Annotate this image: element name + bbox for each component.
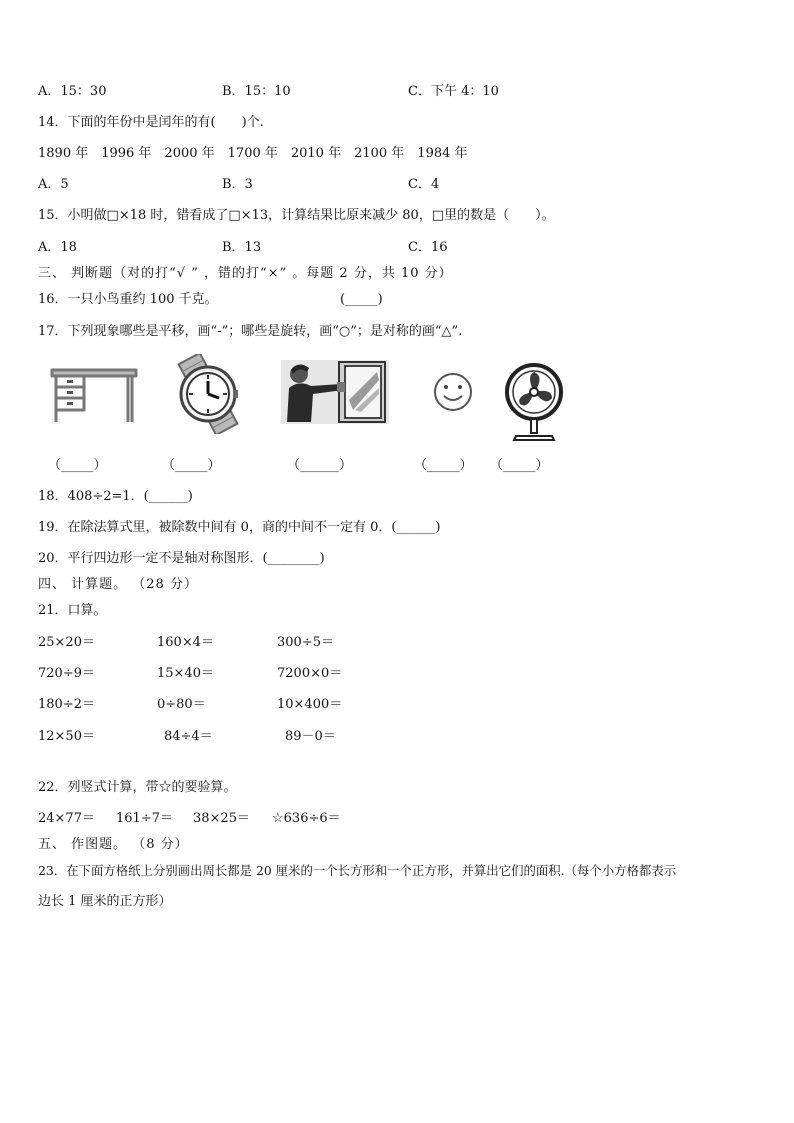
- q23-line-2: 边长 1 厘米的正方形）: [38, 894, 172, 909]
- q14-years: 1890 年 1996 年 2000 年 1700 年 2010 年 2100 年 1984 年: [38, 146, 468, 161]
- q17-window-answer-blank[interactable]: （______）: [287, 458, 353, 473]
- mental-math-item: 15×40＝: [157, 666, 214, 681]
- mental-math-item: 0÷80＝: [157, 697, 206, 712]
- section-5-heading: 五、 作图题。 （8 分）: [38, 837, 189, 852]
- q17-smiley-answer-blank[interactable]: （_____）: [414, 458, 473, 473]
- q15-option-b: B．13: [222, 240, 262, 255]
- q17-stem: 17．下列现象哪些是平移，画“-”；哪些是旋转，画“○”；是对称的画“△”.: [38, 324, 463, 339]
- q21-stem: 21．口算。: [38, 603, 107, 618]
- wristwatch-icon: [162, 354, 254, 434]
- q20-text: 20．平行四边形一定不是轴对称图形．(________): [38, 551, 325, 566]
- mental-math-item: 84÷4＝: [164, 729, 213, 744]
- q15-stem: 15．小明做□×18 时，错看成了□×13，计算结果比原来减少 80，□里的数是（ ）。: [38, 208, 555, 223]
- mental-math-item: 300÷5＝: [277, 635, 334, 650]
- vertical-calc-item: ☆636÷6＝: [272, 811, 341, 826]
- q23-line-1: 23．在下面方格纸上分别画出周长都是 20 厘米的一个长方形和一个正方形，并算出它们的面积.（每个小方格都表示: [38, 863, 677, 878]
- q22-stem: 22．列竖式计算，带☆的要验算。: [38, 780, 237, 795]
- vertical-calc-item: 38×25＝: [193, 811, 250, 826]
- q15-option-a: A．18: [38, 240, 77, 255]
- q14-option-b: B．3: [222, 177, 253, 192]
- mental-math-item: 7200×0＝: [277, 666, 343, 681]
- mental-math-item: 89－0＝: [285, 729, 336, 744]
- section-4-heading: 四、 计算题。 （28 分）: [38, 577, 198, 592]
- q18-text: 18．408÷2=1．(______): [38, 489, 193, 504]
- q14-stem: 14．下面的年份中是闰年的有( )个.: [38, 115, 264, 130]
- q13-option-a: A．15：30: [38, 84, 107, 99]
- mental-math-item: 180÷2＝: [38, 697, 95, 712]
- mental-math-item: 25×20＝: [38, 635, 95, 650]
- q17-desk-answer-blank[interactable]: （_____）: [48, 458, 107, 473]
- q13-option-b: B．15：10: [222, 84, 291, 99]
- person-opening-window-icon: [281, 360, 389, 424]
- section-3-heading: 三、 判断题（对的打“√ ” ，错的打“×” 。每题 2 分，共 10 分）: [38, 266, 453, 281]
- smiley-face-icon: [431, 370, 475, 414]
- electric-fan-icon: [502, 362, 566, 442]
- q14-option-a: A．5: [38, 177, 69, 192]
- q17-fan-answer-blank[interactable]: （_____）: [490, 458, 549, 473]
- q17-watch-answer-blank[interactable]: （_____）: [162, 458, 221, 473]
- q13-option-c: C．下午 4：10: [408, 84, 499, 99]
- mental-math-item: 10×400＝: [277, 697, 343, 712]
- q16-text: 16．一只小鸟重约 100 千克。: [38, 292, 218, 307]
- q16-answer-blank[interactable]: (_____): [340, 292, 383, 307]
- mental-math-item: 12×50＝: [38, 729, 95, 744]
- q15-option-c: C．16: [408, 240, 448, 255]
- mental-math-item: 160×4＝: [157, 635, 214, 650]
- vertical-calc-item: 24×77＝: [38, 811, 95, 826]
- q19-text: 19．在除法算式里，被除数中间有 0，商的中间不一定有 0．(______): [38, 520, 441, 535]
- q14-option-c: C．4: [408, 177, 440, 192]
- mental-math-item: 720÷9＝: [38, 666, 95, 681]
- vertical-calc-item: 161÷7＝: [116, 811, 173, 826]
- desk-icon: [48, 360, 140, 424]
